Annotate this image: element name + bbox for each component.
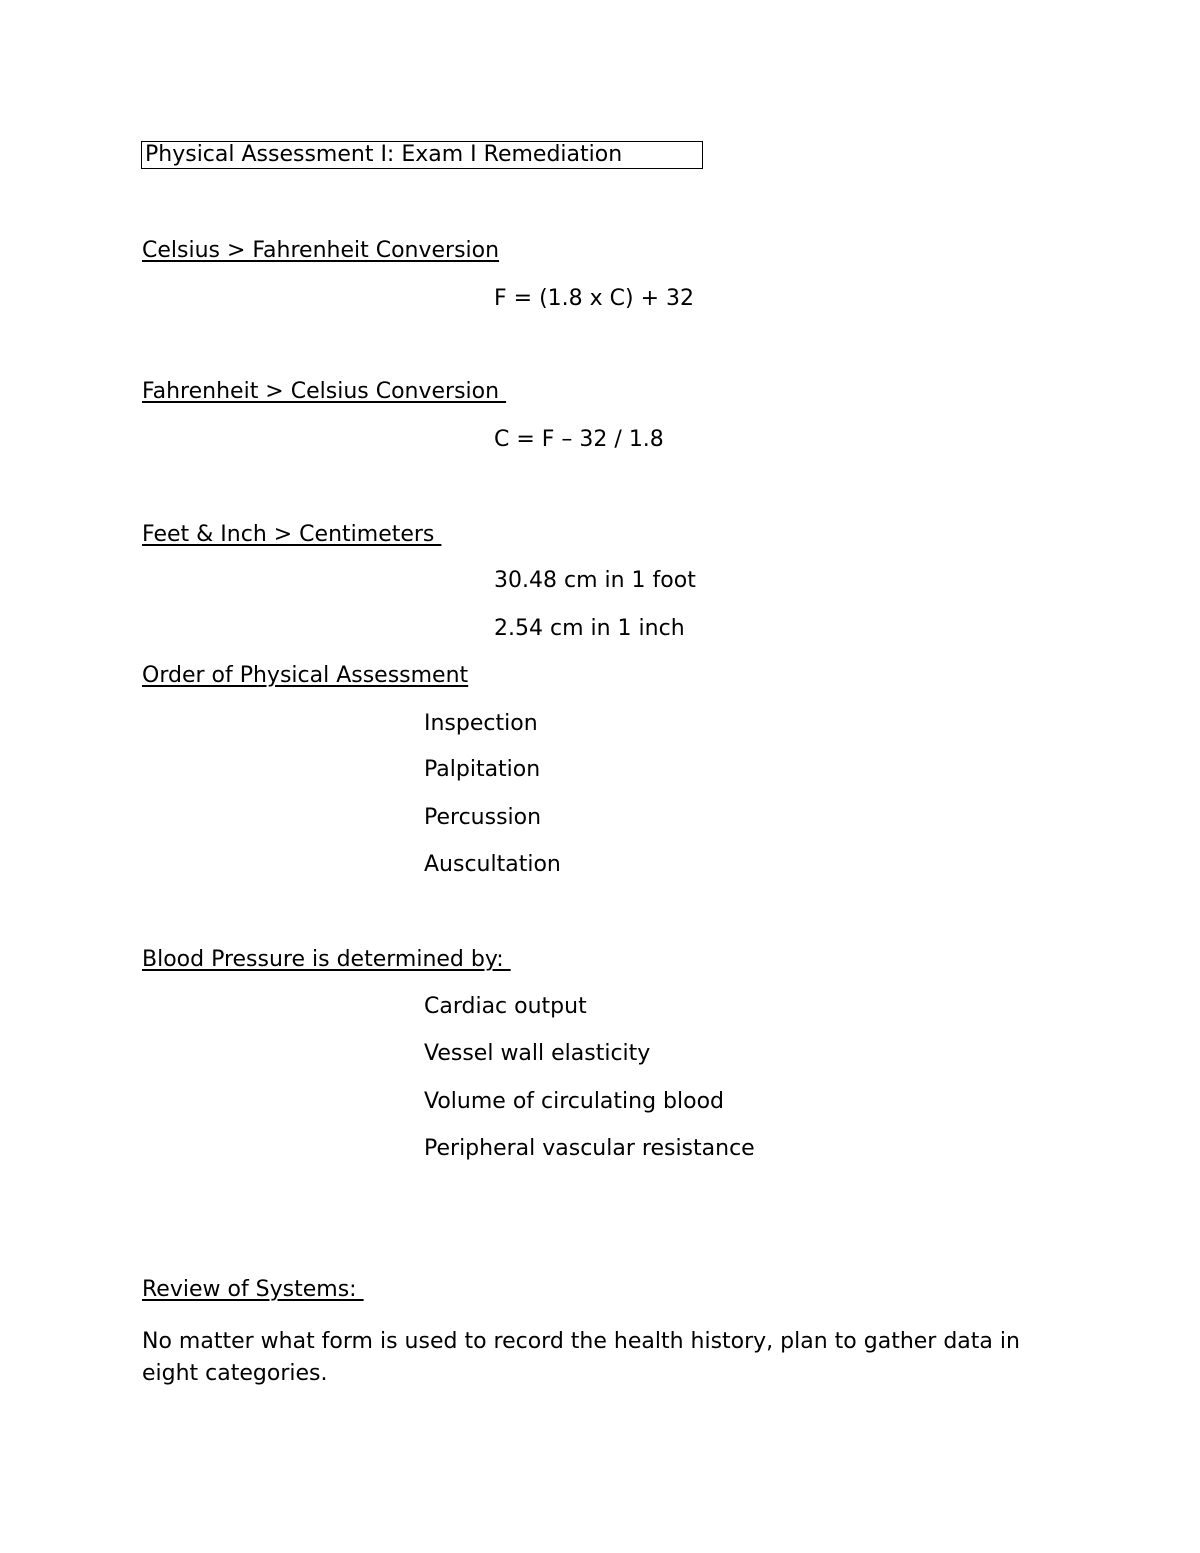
list-item: Peripheral vascular resistance — [424, 1136, 755, 1161]
list-item: Cardiac output — [424, 994, 587, 1019]
section-heading-order-of-assessment: Order of Physical Assessment — [142, 663, 469, 688]
section-heading-review-of-systems: Review of Systems: — [142, 1277, 364, 1302]
list-item: Palpitation — [424, 757, 541, 782]
review-of-systems-paragraph: No matter what form is used to record the health history, plan to gather data in eight categories. — [142, 1329, 1020, 1386]
list-item: Auscultation — [424, 852, 561, 877]
formula-celsius: C = F – 32 / 1.8 — [494, 427, 664, 452]
document-title: Physical Assessment I: Exam I Remediation — [145, 142, 623, 167]
conversion-line: 2.54 cm in 1 inch — [494, 616, 685, 641]
list-item: Inspection — [424, 711, 538, 736]
section-heading-celsius-to-fahrenheit: Celsius > Fahrenheit Conversion — [142, 238, 500, 263]
section-heading-feet-inch-to-cm: Feet & Inch > Centimeters — [142, 522, 442, 547]
formula-fahrenheit: F = (1.8 x C) + 32 — [494, 286, 695, 311]
title-box — [141, 141, 703, 169]
list-item: Percussion — [424, 805, 542, 830]
conversion-line: 30.48 cm in 1 foot — [494, 568, 696, 593]
list-item: Volume of circulating blood — [424, 1089, 725, 1114]
section-heading-fahrenheit-to-celsius: Fahrenheit > Celsius Conversion — [142, 379, 507, 404]
list-item: Vessel wall elasticity — [424, 1041, 651, 1066]
section-heading-blood-pressure: Blood Pressure is determined by: — [142, 947, 511, 972]
